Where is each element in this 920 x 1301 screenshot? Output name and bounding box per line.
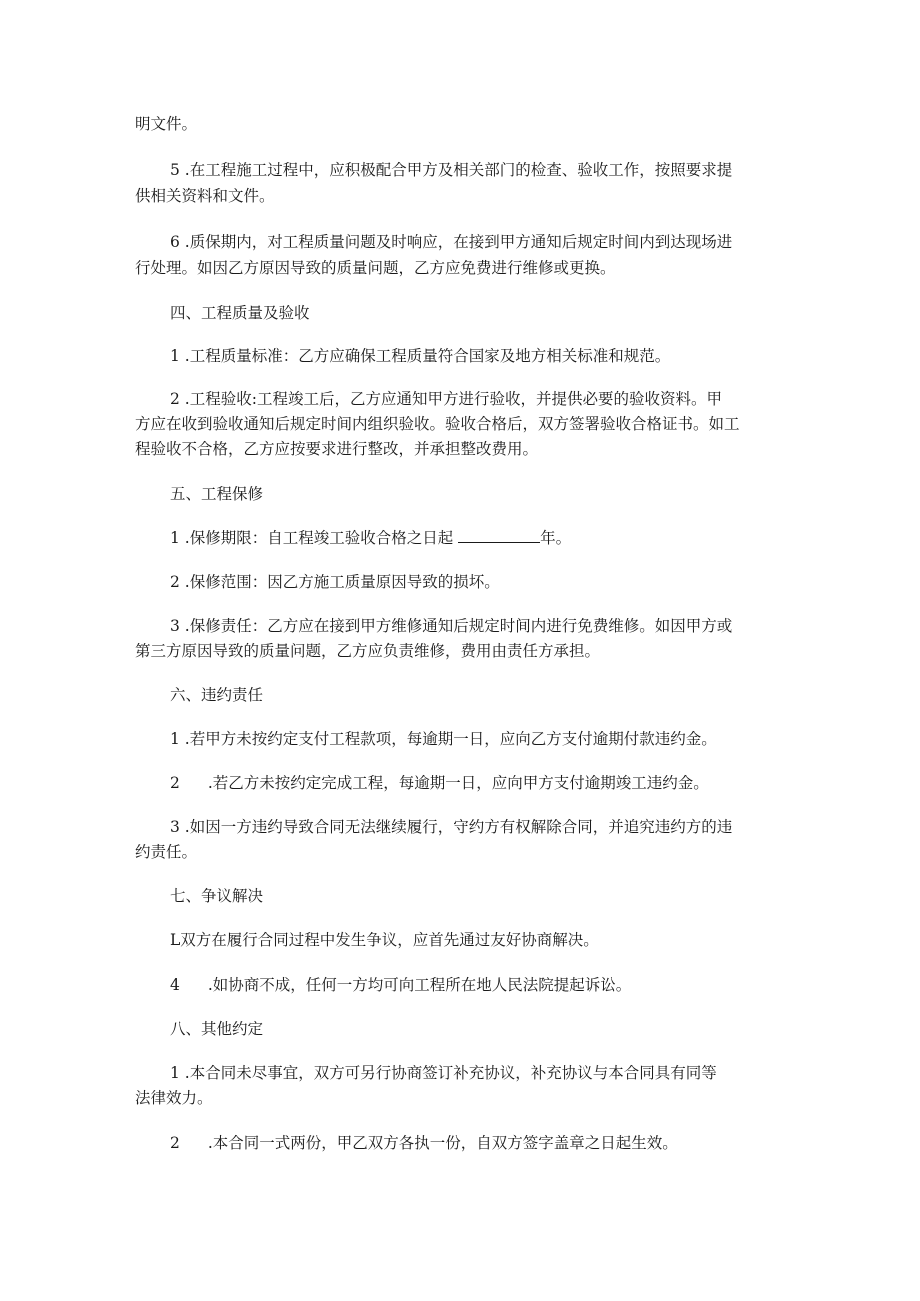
clause-line (170, 975, 631, 995)
paragraph-line: 行处理。如因乙方原因导致的质量问题，乙方应免费进行维修或更换。 (135, 259, 616, 277)
section-heading: 五、工程保修 (170, 485, 264, 503)
section-heading: 六、违约责任 (170, 686, 264, 704)
paragraph-line: 第三方原因导致的质量问题，乙方应负责维修，费用由责任方承担。 (135, 642, 601, 660)
clause-line: 3 .如因一方违约导致合同无法继续履行，守约方有权解除合同，并追究违约方的违 (170, 818, 733, 836)
clause-line: L双方在履行合同过程中发生争议，应首先通过友好协商解决。 (170, 931, 599, 949)
clause-number: 2 (170, 774, 180, 792)
paragraph-line: 明文件。 (135, 115, 198, 133)
clause-line (170, 1133, 678, 1153)
paragraph-line: 法律效力。 (135, 1089, 213, 1107)
paragraph-line: 程验收不合格，乙方应按要求进行整改，并承担整改费用。 (135, 440, 539, 458)
clause-line: 5 .在工程施工过程中，应积极配合甲方及相关部门的检查、验收工作，按照要求提 (170, 161, 733, 179)
paragraph-line: 方应在收到验收通知后规定时间内组织验收。验收合格后，双方签署验收合格证书。如工 (135, 415, 740, 433)
paragraph-line: 约责任。 (135, 843, 198, 861)
fill-in-blank (458, 528, 540, 543)
clause-line: 1 .本合同未尽事宜，双方可另行协商签订补充协议，补充协议与本合同具有同等 (170, 1064, 717, 1082)
section-heading: 四、工程质量及验收 (170, 304, 310, 322)
clause-line: 6 .质保期内，对工程质量问题及时响应，在接到甲方通知后规定时间内到达现场进 (170, 233, 733, 251)
clause-line: 1 .若甲方未按约定支付工程款项，每逾期一日，应向乙方支付逾期付款违约金。 (170, 730, 717, 748)
clause-text: .如协商不成，任何一方均可向工程所在地人民法院提起诉讼。 (207, 976, 632, 994)
clause-number: 2 (170, 1134, 180, 1152)
section-heading: 八、其他约定 (170, 1020, 264, 1038)
paragraph-line: 供相关资料和文件。 (135, 187, 275, 205)
clause-text: .若乙方未按约定完成工程，每逾期一日，应向甲方支付逾期竣工违约金。 (207, 774, 709, 792)
clause-line: 2 .保修范围：因乙方施工质量原因导致的损坏。 (170, 573, 500, 591)
clause-text: 1 .保修期限：自工程竣工验收合格之日起 (170, 529, 454, 547)
clause-line (170, 773, 709, 793)
clause-line: 3 .保修责任：乙方应在接到甲方维修通知后规定时间内进行免费维修。如因甲方或 (170, 617, 733, 635)
clause-line (170, 528, 571, 548)
clause-text: .本合同一式两份，甲乙双方各执一份，自双方签字盖章之日起生效。 (207, 1134, 678, 1152)
clause-number: 4 (170, 976, 180, 994)
clause-line: 1 .工程质量标准：乙方应确保工程质量符合国家及地方相关标准和规范。 (170, 347, 671, 365)
clause-text: 年。 (540, 529, 572, 547)
clause-line: 2 .工程验收:工程竣工后，乙方应通知甲方进行验收，并提供必要的验收资料。甲 (170, 390, 722, 408)
section-heading: 七、争议解决 (170, 887, 264, 905)
